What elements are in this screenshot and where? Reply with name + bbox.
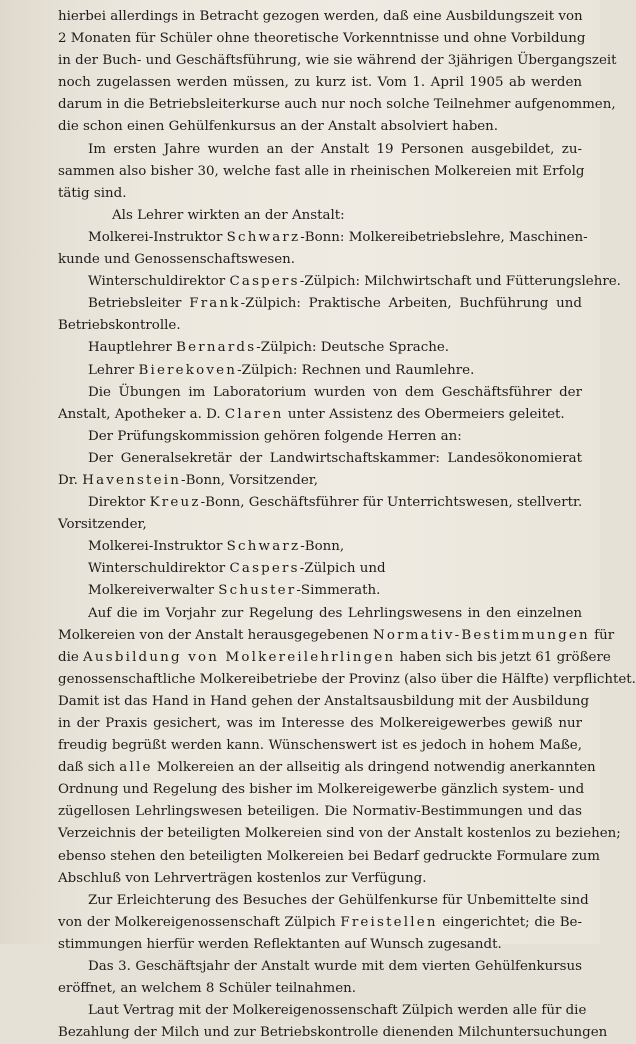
text-segment: kunde und Genossenschaftswesen. [58, 252, 296, 268]
text-line [58, 912, 582, 934]
text-segment: darum in die Betriebsleiterkurse auch nur noch solche Teilnehmer aufgenommen, [58, 97, 616, 113]
text-segment: genossenschaftliche Molkereibetriebe der Provinz (also über die Hälfte) verpflichtet. [58, 671, 636, 687]
text-segment: freudig begrüßt werden kann. Wünschenswert ist es jedoch in hohem Maße, [58, 738, 582, 754]
text-line [58, 713, 582, 735]
text-segment: Laut Vertrag mit der Molkereigenossenschaft Zülpich werden alle für die [88, 1003, 587, 1019]
text-segment: daß sich [58, 760, 120, 776]
text-line [58, 823, 621, 845]
spaced-emphasis: Freistellen [340, 914, 438, 930]
text-segment: -Bonn, [300, 539, 345, 555]
spaced-emphasis: Frank [189, 296, 241, 312]
text-line [58, 514, 582, 536]
text-line [58, 360, 582, 382]
text-segment: Verzeichnis der beteiligten Molkereien sind von der Anstalt kostenlos zu beziehen; [58, 826, 621, 842]
text-segment: -Zülpich: Rechnen und Raumlehre. [237, 362, 475, 378]
text-line [58, 625, 615, 647]
text-line [58, 536, 582, 558]
text-line [58, 116, 582, 138]
text-line [58, 558, 582, 580]
text-line [58, 1000, 587, 1022]
text-line [58, 779, 585, 801]
text-line [58, 735, 582, 757]
text-segment: -Zülpich: Deutsche Sprache. [256, 340, 450, 356]
text-segment: -Zülpich: Milchwirtschaft und Fütterungslehre. [299, 274, 621, 290]
text-line [58, 72, 582, 94]
text-line [58, 50, 617, 72]
text-line [58, 757, 596, 779]
text-line [58, 603, 582, 625]
spaced-emphasis: Normativ-Bestimmungen [372, 627, 590, 643]
text-segment: die [58, 649, 84, 665]
text-segment: Auf die im Vorjahr zur Regelung des Lehrlingswesens in den einzelnen [88, 605, 582, 621]
text-line [58, 139, 582, 161]
text-line [58, 426, 582, 448]
text-line [58, 448, 582, 470]
text-line [58, 6, 582, 28]
text-segment: Anstalt, Apotheker a. D. [58, 406, 225, 422]
spaced-emphasis: Schwarz [226, 539, 301, 555]
text-line [58, 691, 590, 713]
text-line [58, 249, 582, 271]
spaced-emphasis: Caspers [229, 561, 300, 577]
text-line [58, 580, 582, 602]
spaced-emphasis: Schuster [218, 583, 297, 599]
text-segment: noch zugelassen werden müssen, zu kurz ist. Vom 1. April 1905 ab werden [58, 75, 582, 91]
text-segment: die schon einen Gehülfenkursus an der Anstalt absolviert haben. [58, 119, 499, 135]
text-segment: Molkereien von der Anstalt herausgegebenen [58, 627, 373, 643]
text-segment: Das 3. Geschäftsjahr der Anstalt wurde mit dem vierten Gehülfenkursus [88, 959, 582, 975]
spaced-emphasis: Schwarz [226, 229, 301, 245]
text-segment: Im ersten Jahre wurden an der Anstalt 19 Personen ausgebildet, zu- [88, 141, 582, 157]
text-line [58, 978, 582, 1000]
text-line [58, 934, 582, 956]
text-segment: Lehrer [88, 362, 139, 378]
text-segment: -Zülpich: Praktische Arbeiten, Buchführung und [240, 296, 583, 312]
text-line [58, 404, 582, 426]
text-segment: stimmungen hierfür werden Reflektanten auf Wunsch zugesandt. [58, 936, 502, 952]
text-line [58, 337, 582, 359]
spaced-emphasis: Bernards [176, 340, 257, 356]
text-segment: -Simmerath. [296, 583, 381, 599]
text-segment: in der Buch- und Geschäftsführung, wie sie während der 3jährigen Übergangszeit [58, 53, 617, 69]
text-segment: Ordnung und Regelung des bisher im Molkereigewerbe gänzlich system- und [58, 782, 585, 798]
text-segment: unter Assistenz des Obermeiers geleitet. [283, 406, 565, 422]
text-line [58, 161, 585, 183]
text-segment: von der Molkereigenossenschaft Zülpich [58, 914, 341, 930]
text-segment: Der Prüfungskommission gehören folgende Herren an: [88, 428, 462, 444]
text-segment: Vorsitzender, [58, 517, 147, 533]
text-line [58, 293, 582, 315]
text-segment: Hauptlehrer [88, 340, 177, 356]
text-line [58, 890, 589, 912]
text-segment: -Bonn: Molkereibetriebslehre, Maschinen- [300, 229, 588, 245]
text-segment: Der Generalsekretär der Landwirtschaftskammer: Landesökonomierat [88, 450, 582, 466]
text-segment: hierbei allerdings in Betracht gezogen werden, daß eine Ausbildungszeit von [58, 9, 583, 24]
text-segment: Damit ist das Hand in Hand gehen der Anstaltsausbildung mit der Ausbildung [58, 693, 590, 709]
text-segment: -Zülpich und [299, 561, 386, 577]
text-segment: tätig sind. [58, 185, 127, 201]
text-segment: Als Lehrer wirkten an der Anstalt: [112, 207, 345, 223]
text-segment: Zur Erleichterung des Besuches der Gehülfenkurse für Unbemittelte sind [88, 892, 589, 908]
text-line [58, 28, 586, 50]
text-segment: Molkereien an der allseitig als dringend notwendig anerkannten [152, 760, 596, 776]
text-line [58, 868, 582, 890]
text-line [58, 315, 582, 337]
text-line [58, 382, 582, 404]
text-segment: Winterschuldirektor [88, 274, 230, 290]
text-segment: Direktor [88, 495, 150, 511]
text-line [58, 271, 621, 293]
text-segment: Betriebsleiter [88, 296, 190, 312]
text-segment: eröffnet, an welchem 8 Schüler teilnahmen. [58, 981, 357, 997]
text-line [58, 227, 588, 249]
spaced-emphasis: Ausbildung von Molkereilehrlingen [83, 649, 396, 665]
text-line [58, 205, 582, 227]
text-segment: Die Übungen im Laboratorium wurden von dem Geschäftsführer der [88, 384, 582, 400]
text-line [58, 492, 582, 514]
text-segment: in der Praxis gesichert, was im Interesse des Molkereigewerbes gewiß nur [58, 716, 582, 731]
text-line [58, 1022, 608, 1044]
spaced-emphasis: Bierekoven [138, 362, 238, 378]
spaced-emphasis: Havenstein [82, 472, 182, 488]
text-segment: 2 Monaten für Schüler ohne theoretische Vorkenntnisse und ohne Vorbildung [58, 31, 586, 47]
text-segment: Molkereiverwalter [88, 583, 219, 599]
text-line [58, 94, 616, 116]
document-body [58, 6, 636, 1044]
text-segment: Dr. [58, 472, 83, 488]
spaced-emphasis: alle [119, 760, 153, 776]
text-line [58, 183, 582, 205]
text-line [58, 470, 582, 492]
spaced-emphasis: Kreuz [149, 495, 201, 511]
text-segment: zügellosen Lehrlingswesen beteiligen. Die Normativ-Bestimmungen und das [58, 804, 582, 820]
text-line [58, 801, 582, 823]
text-segment: sammen also bisher 30, welche fast alle in rheinischen Molkereien mit Erfolg [58, 163, 585, 179]
text-segment: haben sich bis jetzt 61 größere [395, 649, 611, 665]
text-segment: eingerichtet; die Be- [437, 914, 583, 930]
text-segment: Betriebskontrolle. [58, 318, 181, 334]
text-segment: Bezahlung der Milch und zur Betriebskontrolle dienenden Milchuntersuchungen [58, 1025, 608, 1041]
text-line [58, 669, 636, 691]
text-segment: Winterschuldirektor [88, 561, 230, 577]
text-line [58, 956, 582, 978]
text-line [58, 846, 600, 868]
text-segment: -Bonn, Geschäftsführer für Unterrichtswesen, stellvertr. [200, 495, 583, 511]
text-segment: ebenso stehen den beteiligten Molkereien bei Bedarf gedruckte Formulare zum [58, 848, 600, 864]
spaced-emphasis: Claren [224, 406, 284, 422]
spaced-emphasis: Caspers [229, 274, 300, 290]
text-line [58, 647, 611, 669]
text-segment: für [589, 627, 615, 643]
text-segment: Molkerei-Instruktor [88, 539, 227, 555]
text-segment: Molkerei-Instruktor [88, 229, 227, 245]
text-segment: Abschluß von Lehrverträgen kostenlos zur Verfügung. [58, 870, 427, 886]
text-segment: -Bonn, Vorsitzender, [181, 472, 318, 488]
page-fold-shadow [0, 0, 55, 944]
